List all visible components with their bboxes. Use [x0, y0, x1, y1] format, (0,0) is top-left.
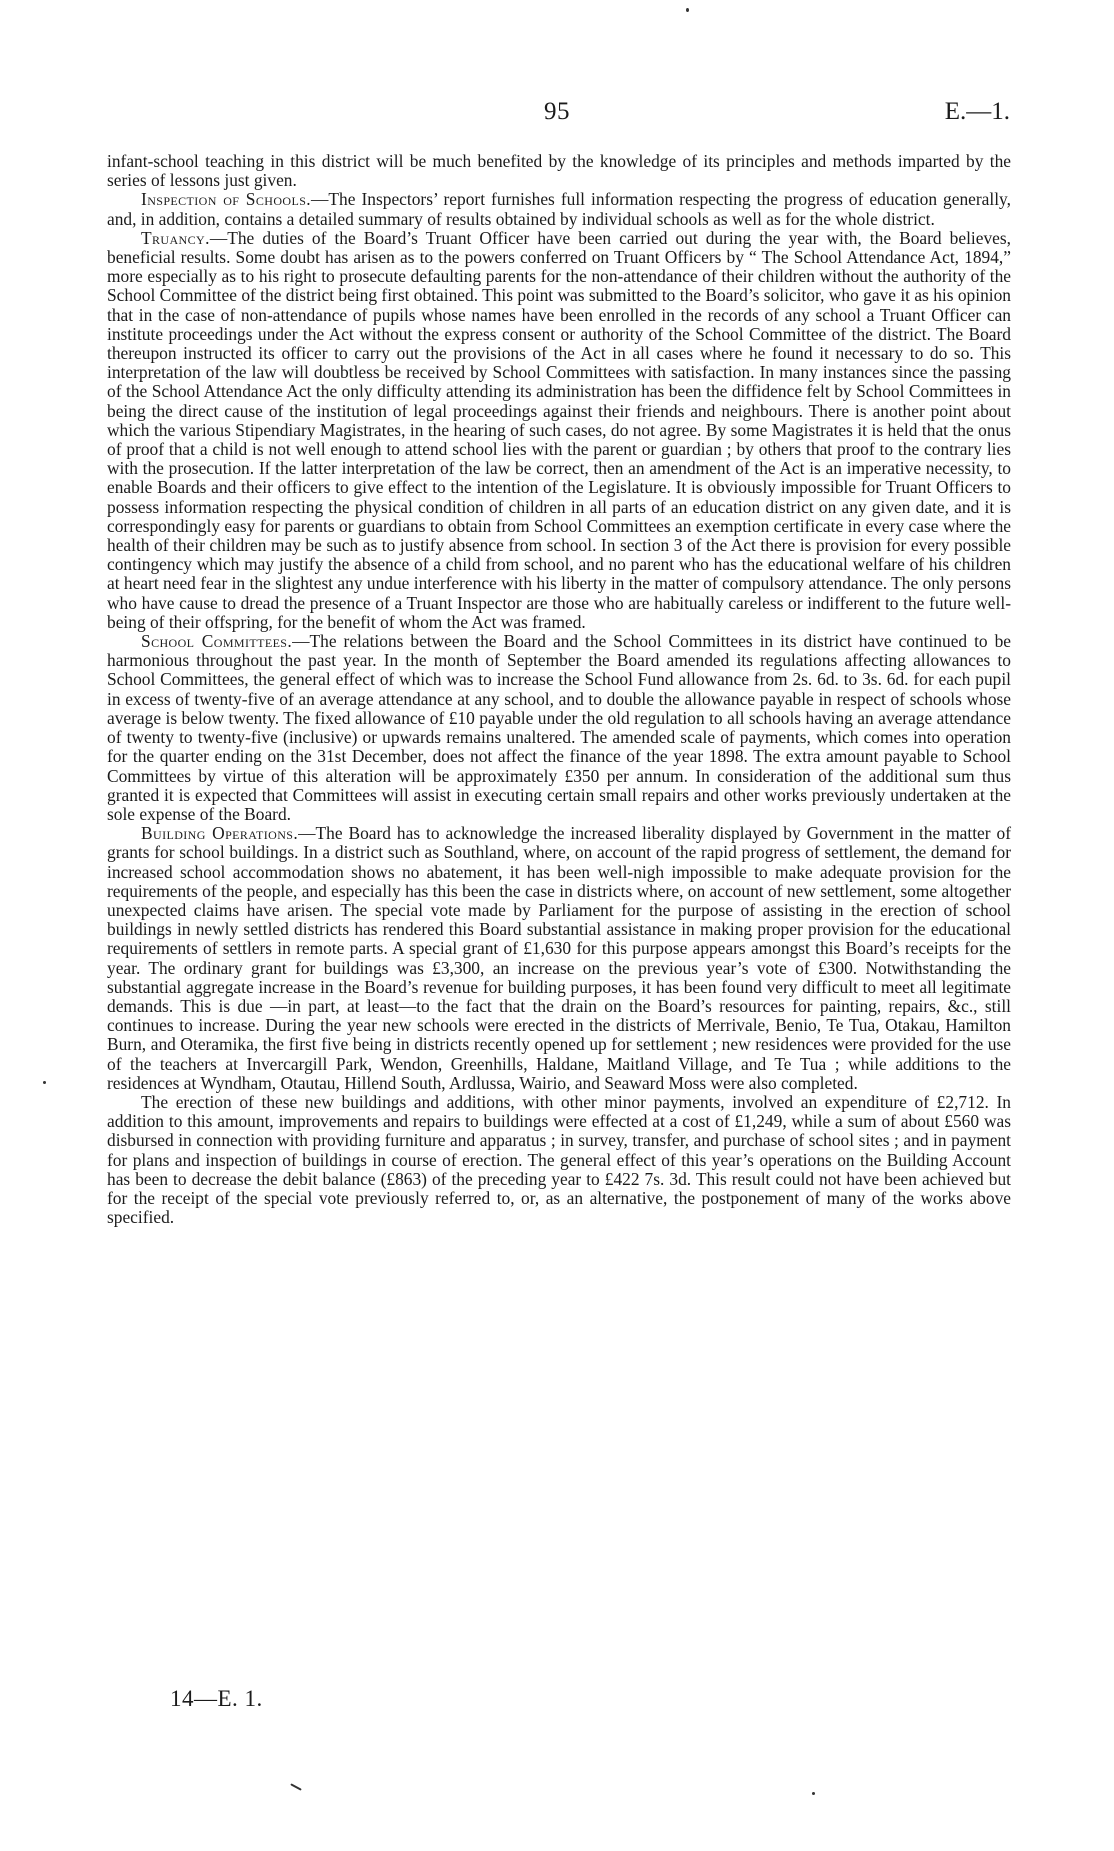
paragraph-building-operations: [107, 824, 1011, 1093]
paragraph-truancy: [107, 229, 1011, 632]
paragraph-text: —The relations between the Board and the School Committees in its district have continued to be harmonious throughout the past year. In the month of September the Board amended its regulations affecting allowances to School Committees, the general effect of which was to increase the School Fund allowance from 2s. 6d. to 3s. 6d. for each pupil in excess of twenty-five of an average attendance at any school, and to double the allowance payable in respect of schools whose average is below twenty. The fixed allowance of £10 payable under the old regulation to all schools having an average attendance of twenty to twenty-five (inclusive) or upwards remains unaltered. The amended scale of payments, which comes into operation for the quarter ending on the 31st December, does not affect the finance of the year 1898. The extra amount payable to School Committees by virtue of this alteration will be approximately £350 per annum. In consideration of the additional sum thus granted it is expected that Committees will assist in executing certain small repairs and other works previously undertaken at the sole expense of the Board.: [107, 631, 1011, 824]
paragraph-text: —The Board has to acknowledge the increased liberality displayed by Government in the matter of grants for school buildings. In a district such as Southland, where, on account of the rapid progress of settlement, the demand for increased school accommodation shows no abatement, it has been well-nigh impossible to make adequate provision for the requirements of the people, and especially has this been the case in districts where, on account of new settlement, some altogether unexpected claims have arisen. The special vote made by Parliament for the purpose of assisting in the erection of school buildings in newly settled districts has rendered this Board substantial assistance in making proper provision for the educational requirements of settlers in remote parts. A special grant of £1,630 for this purpose appears amongst this Board’s receipts for the year. The ordinary grant for buildings was £3,300, an increase on the previous year’s vote of £300. Notwithstanding the substantial aggregate increase in the Board’s revenue for building purposes, it has been found very difficult to meet all legitimate demands. This is due —in part, at least—to the fact that the drain on the Board’s resources for painting, repairs, &c., still continues to increase. During the year new schools were erected in the districts of Merrivale, Benio, Te Tua, Otakau, Hamilton Burn, and Oteramika, the first five being in districts recently opened up for settlement ; new residences were provided for the use of the teachers at Invercargill Park, Wendon, Greenhills, Haldane, Maitland Village, and Te Tua ; while additions to the residences at Wyndham, Otautau, Hillend South, Ardlussa, Wairio, and Seaward Moss were also completed.: [107, 823, 1011, 1093]
paragraph-inspection-of-schools: [107, 190, 1011, 228]
scan-speck: [43, 1081, 46, 1084]
section-heading: Inspection of Schools.: [141, 189, 312, 210]
section-heading: Building Operations.: [141, 823, 299, 844]
paragraph-school-committees: [107, 632, 1011, 824]
scan-speck: [290, 1783, 302, 1790]
paragraph-text: infant-school teaching in this district will be much benefited by the knowledge of its principles and methods imparted by the series of lessons just given.: [107, 151, 1011, 191]
paragraph-continuation: [107, 152, 1011, 190]
paragraph-text: —The duties of the Board’s Truant Officer have been carried out during the year with, the Board believes, beneficial results. Some doubt has arisen as to the powers conferred on Truant Officers by “ The School Attendance Act, 1894,” more especially as to his right to prosecute defaulting parents for the non-attendance of their children without the authority of the School Committee of the district being first obtained. This point was submitted to the Board’s solicitor, who gave it as his opinion that in the case of non-attendance of pupils whose names have been enrolled in the records of any school a Truant Officer can institute proceedings under the Act without the express consent or authority of the School Committee of the district. The Board thereupon instructed its officer to carry out the provisions of the Act in all cases where he found it necessary to do so. This interpretation of the law will doubtless be received by School Committees with satisfaction. In many instances since the passing of the School Attendance Act the only difficulty attending its administration has been the diffidence felt by School Committees in being the direct cause of the institution of legal proceedings against their friends and neighbours. There is another point about which the various Stipendiary Magistrates, in the hearing of such cases, do not agree. By some Magistrates it is held that the onus of proof that a child is not well enough to attend school lies with the parent or guardian ; by others that proof to the contrary lies with the prosecution. If the latter interpretation of the law be correct, then an amendment of the Act is an imperative necessity, to enable Boards and their officers to give effect to the intention of the Legislature. It is obviously impossible for Truant Officers to possess information respecting the physical condition of children in all parts of an education district on any given date, and it is correspondingly easy for parents or guardians to obtain from School Committees an exemption certificate in every case where the health of their children may be such as to justify absence from school. In section 3 of the Act there is provision for every possible contingency which may justify the absence of a child from school, and no parent who has the educational welfare of his children at heart need fear in the slightest any undue interference with his liberty in the matter of compulsory attendance. The only persons who have cause to dread the presence of a Truant Inspector are those who are habitually careless or indifferent to the future well-being of their offspring, for the benefit of whom the Act was framed.: [107, 227, 1011, 632]
section-heading: School Committees.: [141, 631, 293, 652]
body-text: [107, 152, 1011, 1227]
sheet-signature: 14—E. 1.: [170, 1686, 263, 1711]
paragraph-building-expenditure: [107, 1093, 1011, 1227]
paragraph-text: The erection of these new buildings and additions, with other minor payments, involved an expenditure of £2,712. In addition to this amount, improvements and repairs to buildings were effected at a cost of £1,249, while a sum of about £560 was disbursed in connection with providing furniture and apparatus ; in survey, transfer, and purchase of school sites ; and in payment for plans and inspection of buildings in course of erection. The general effect of this year’s operations on the Building Account has been to decrease the debit balance (£863) of the preceding year to £422 7s. 3d. This result could not have been achieved but for the receipt of the special vote previously referred to, or, as an alternative, the postponement of many of the works above specified.: [107, 1091, 1011, 1228]
series-reference: E.—1.: [944, 98, 1010, 125]
section-heading: Truancy.: [141, 227, 210, 248]
paragraph-text: —The Inspectors’ report furnishes full information respecting the progress of education generally, and, in addition, contains a detailed summary of results obtained by individual schools as well as for the whole district.: [107, 189, 1011, 229]
page-number: 95: [544, 98, 570, 125]
scan-speck: [686, 8, 689, 12]
scan-speck: [812, 1792, 815, 1795]
